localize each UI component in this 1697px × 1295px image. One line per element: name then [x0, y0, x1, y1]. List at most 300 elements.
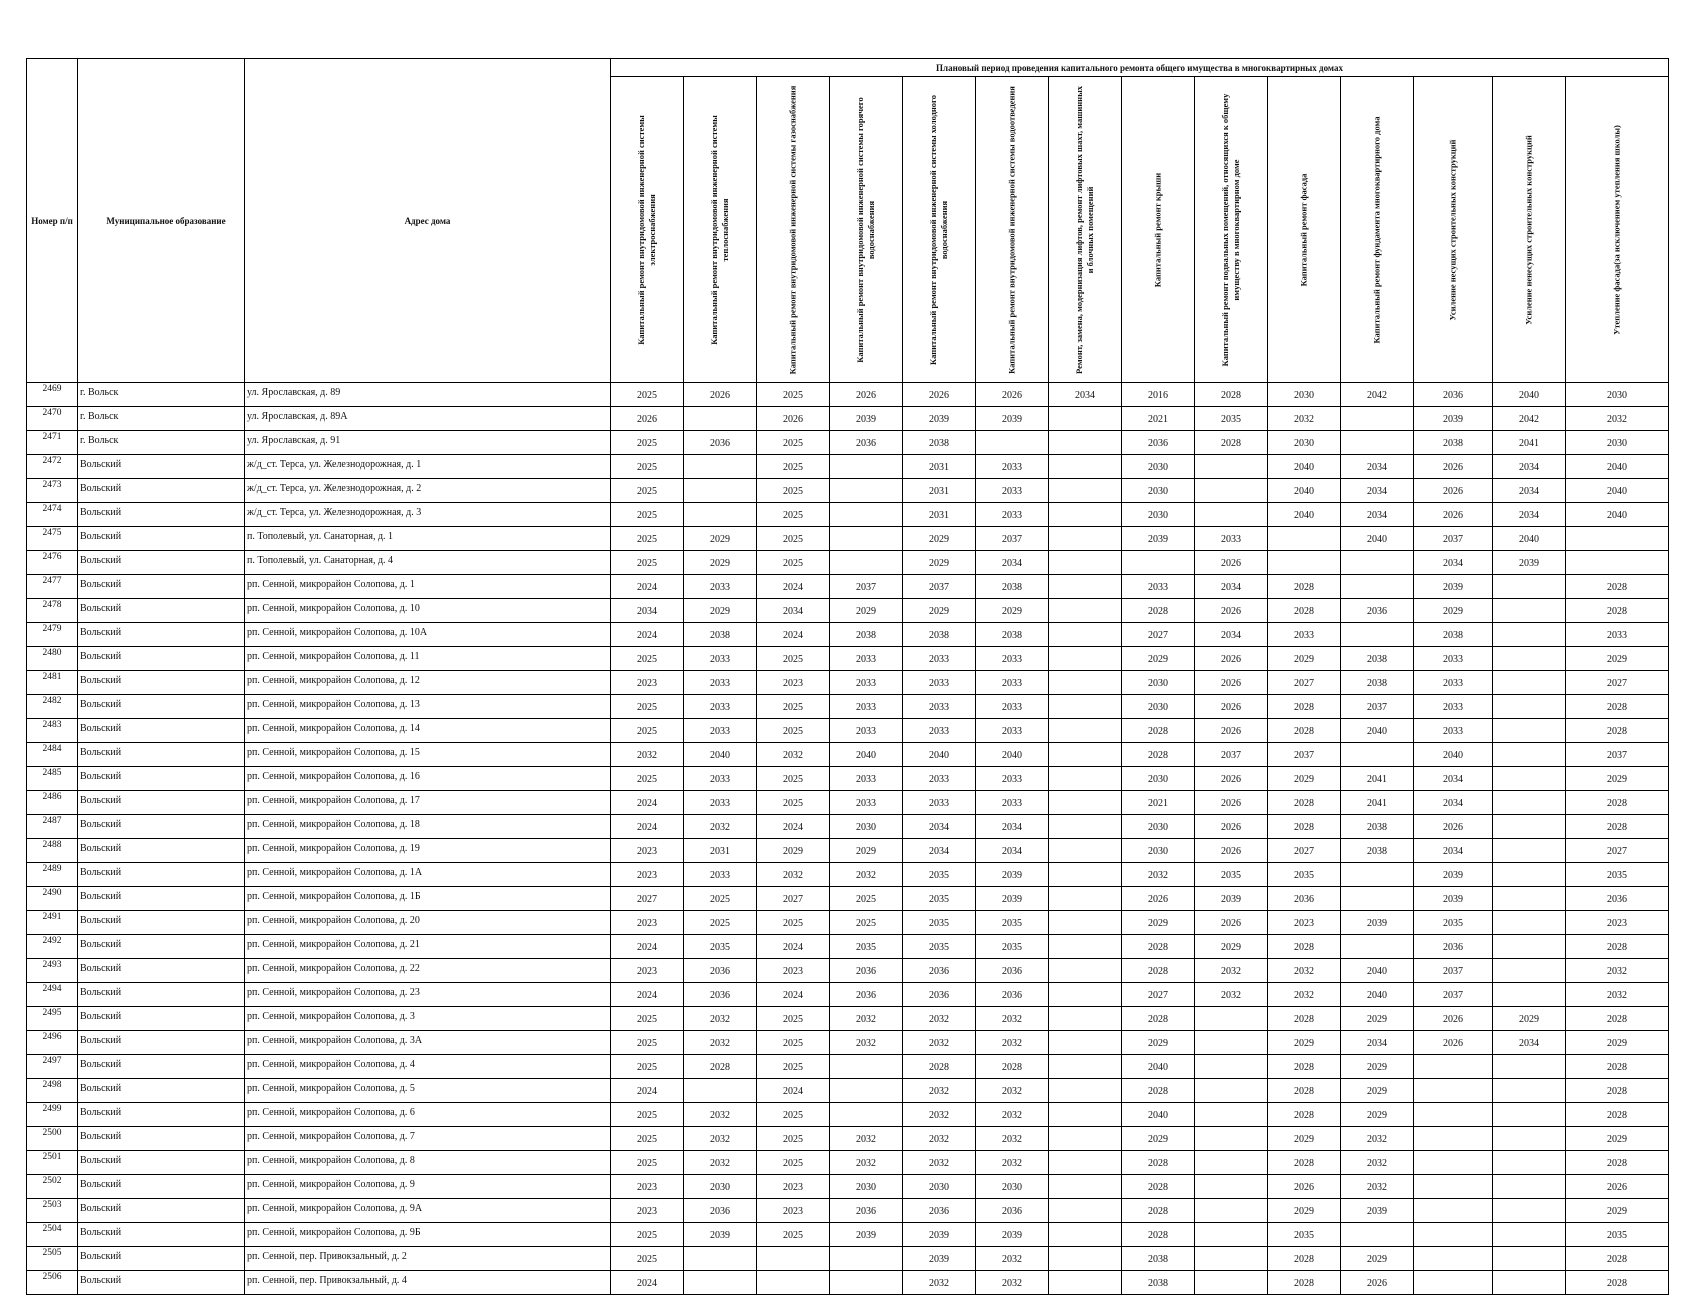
address-cell: п. Тополевый, ул. Санаторная, д. 4	[245, 551, 611, 575]
municipality-cell: Вольский	[78, 1175, 245, 1199]
year-cell: 2023	[611, 1175, 684, 1199]
municipality-cell: Вольский	[78, 743, 245, 767]
year-cell: 2037	[1268, 743, 1341, 767]
year-cell: 2039	[1414, 407, 1493, 431]
work-type-label: Усиление несущих строительных конструкций	[1447, 139, 1458, 320]
year-cell: 2038	[903, 431, 976, 455]
year-cell: 2029	[1268, 1199, 1341, 1223]
year-cell: 2031	[903, 479, 976, 503]
year-cell: 2036	[684, 983, 757, 1007]
table-row	[27, 1271, 1669, 1295]
municipality-cell: г. Вольск	[78, 407, 245, 431]
year-cell	[1341, 935, 1414, 959]
year-cell: 2028	[1268, 1007, 1341, 1031]
year-cell: 2030	[1122, 503, 1195, 527]
year-cell: 2038	[903, 623, 976, 647]
year-cell: 2034	[976, 815, 1049, 839]
year-cell	[830, 1079, 903, 1103]
municipality-cell: Вольский	[78, 863, 245, 887]
year-cell: 2026	[1414, 1007, 1493, 1031]
year-cell: 2033	[684, 647, 757, 671]
year-cell: 2033	[976, 455, 1049, 479]
year-cell	[1493, 1271, 1566, 1295]
year-cell: 2029	[1341, 1247, 1414, 1271]
year-cell	[1195, 1247, 1268, 1271]
year-cell: 2038	[976, 575, 1049, 599]
row-number: 2484	[27, 743, 78, 767]
municipality-cell: Вольский	[78, 455, 245, 479]
year-cell: 2034	[903, 815, 976, 839]
year-cell: 2028	[1566, 1079, 1669, 1103]
row-number: 2480	[27, 647, 78, 671]
year-cell: 2025	[757, 479, 830, 503]
year-cell: 2034	[611, 599, 684, 623]
year-cell: 2025	[757, 551, 830, 575]
year-cell: 2029	[1566, 647, 1669, 671]
table-row	[27, 1199, 1669, 1223]
year-cell: 2032	[976, 1007, 1049, 1031]
year-cell: 2033	[830, 719, 903, 743]
row-number: 2474	[27, 503, 78, 527]
municipality-cell: Вольский	[78, 575, 245, 599]
year-cell: 2029	[684, 527, 757, 551]
year-cell: 2037	[1341, 695, 1414, 719]
year-cell: 2027	[1122, 623, 1195, 647]
year-cell	[1341, 623, 1414, 647]
year-cell	[1493, 623, 1566, 647]
municipality-cell: Вольский	[78, 623, 245, 647]
year-cell	[1414, 1247, 1493, 1271]
year-cell	[1414, 1175, 1493, 1199]
year-cell: 2024	[611, 1271, 684, 1295]
work-type-label: Капитальный ремонт подвальных помещений, относящихся к общему имуществу в многоквартирном доме	[1220, 93, 1241, 366]
table-row	[27, 791, 1669, 815]
year-cell: 2024	[757, 1079, 830, 1103]
municipality-cell: Вольский	[78, 1271, 245, 1295]
year-cell	[1341, 863, 1414, 887]
year-cell: 2038	[1414, 623, 1493, 647]
year-cell	[1195, 1271, 1268, 1295]
year-cell: 2040	[1341, 959, 1414, 983]
year-cell: 2040	[1341, 983, 1414, 1007]
year-cell: 2029	[903, 599, 976, 623]
year-cell: 2032	[830, 863, 903, 887]
table-row	[27, 647, 1669, 671]
work-type-label: Капитальный ремонт внутридомовой инженерной системы холодного водоснабжения	[928, 94, 949, 365]
address-cell: рп. Сенной, микрорайон Солопова, д. 12	[245, 671, 611, 695]
year-cell: 2032	[976, 1127, 1049, 1151]
year-cell: 2028	[1122, 719, 1195, 743]
year-cell	[1493, 1103, 1566, 1127]
year-cell: 2025	[757, 527, 830, 551]
year-cell: 2030	[1122, 767, 1195, 791]
year-cell: 2028	[1268, 695, 1341, 719]
year-cell	[1493, 647, 1566, 671]
year-cell: 2033	[903, 647, 976, 671]
year-cell	[1049, 935, 1122, 959]
year-cell: 2032	[1566, 983, 1669, 1007]
year-cell: 2036	[830, 959, 903, 983]
year-cell	[684, 1247, 757, 1271]
year-cell	[830, 1271, 903, 1295]
year-cell: 2024	[611, 815, 684, 839]
year-cell: 2025	[757, 1031, 830, 1055]
column-header-work-type	[684, 77, 757, 383]
year-cell: 2023	[611, 863, 684, 887]
year-cell	[1195, 1055, 1268, 1079]
year-cell: 2040	[1566, 455, 1669, 479]
year-cell: 2030	[1122, 815, 1195, 839]
year-cell	[1493, 935, 1566, 959]
year-cell: 2027	[1566, 839, 1669, 863]
year-cell: 2024	[611, 935, 684, 959]
row-number: 2482	[27, 695, 78, 719]
year-cell: 2039	[903, 1247, 976, 1271]
year-cell: 2029	[1268, 1031, 1341, 1055]
year-cell: 2028	[1268, 1151, 1341, 1175]
year-cell: 2033	[1414, 719, 1493, 743]
year-cell: 2040	[976, 743, 1049, 767]
year-cell	[1493, 719, 1566, 743]
year-cell: 2033	[830, 767, 903, 791]
year-cell: 2033	[976, 767, 1049, 791]
year-cell: 2040	[1566, 503, 1669, 527]
year-cell	[1414, 1271, 1493, 1295]
row-number: 2483	[27, 719, 78, 743]
year-cell	[1341, 551, 1414, 575]
year-cell	[1049, 551, 1122, 575]
year-cell: 2033	[1195, 527, 1268, 551]
year-cell: 2025	[611, 527, 684, 551]
year-cell	[757, 1247, 830, 1271]
year-cell	[1049, 815, 1122, 839]
row-number: 2479	[27, 623, 78, 647]
year-cell: 2029	[1566, 1199, 1669, 1223]
year-cell	[1049, 911, 1122, 935]
year-cell	[1195, 455, 1268, 479]
year-cell: 2026	[976, 383, 1049, 407]
year-cell	[830, 1247, 903, 1271]
year-cell	[1122, 551, 1195, 575]
year-cell: 2040	[1341, 527, 1414, 551]
year-cell: 2027	[1268, 839, 1341, 863]
year-cell: 2039	[1493, 551, 1566, 575]
row-number: 2504	[27, 1223, 78, 1247]
table-row	[27, 1223, 1669, 1247]
year-cell: 2032	[1268, 959, 1341, 983]
year-cell: 2029	[1414, 599, 1493, 623]
year-cell: 2034	[1341, 479, 1414, 503]
year-cell: 2028	[1268, 1247, 1341, 1271]
address-cell: рп. Сенной, микрорайон Солопова, д. 14	[245, 719, 611, 743]
year-cell: 2026	[1195, 551, 1268, 575]
year-cell: 2026	[1414, 479, 1493, 503]
year-cell	[1195, 1103, 1268, 1127]
year-cell: 2029	[1341, 1055, 1414, 1079]
column-header-work-type	[1122, 77, 1195, 383]
year-cell	[684, 479, 757, 503]
year-cell: 2028	[1122, 1223, 1195, 1247]
municipality-cell: Вольский	[78, 1079, 245, 1103]
year-cell: 2029	[757, 839, 830, 863]
year-cell	[1049, 1223, 1122, 1247]
work-type-label: Капитальный ремонт внутридомовой инженерной системы водоотведения	[1006, 85, 1017, 374]
year-cell	[1049, 983, 1122, 1007]
municipality-cell: Вольский	[78, 1199, 245, 1223]
year-cell: 2028	[1195, 383, 1268, 407]
year-cell	[1493, 767, 1566, 791]
year-cell: 2028	[1566, 1151, 1669, 1175]
year-cell	[1049, 695, 1122, 719]
year-cell: 2025	[757, 503, 830, 527]
year-cell	[1049, 767, 1122, 791]
address-cell: рп. Сенной, микрорайон Солопова, д. 7	[245, 1127, 611, 1151]
column-header-address: Адрес дома	[245, 59, 611, 383]
municipality-cell: Вольский	[78, 719, 245, 743]
year-cell: 2037	[1414, 959, 1493, 983]
year-cell	[1049, 407, 1122, 431]
row-number: 2492	[27, 935, 78, 959]
column-header-work-type	[611, 77, 684, 383]
year-cell: 2028	[976, 1055, 1049, 1079]
year-cell: 2029	[903, 527, 976, 551]
year-cell: 2025	[611, 1127, 684, 1151]
year-cell: 2025	[611, 1007, 684, 1031]
year-cell: 2039	[830, 1223, 903, 1247]
year-cell	[1341, 743, 1414, 767]
year-cell	[1049, 1055, 1122, 1079]
year-cell: 2040	[1268, 479, 1341, 503]
year-cell: 2035	[830, 935, 903, 959]
address-cell: рп. Сенной, микрорайон Солопова, д. 5	[245, 1079, 611, 1103]
year-cell: 2032	[830, 1127, 903, 1151]
year-cell: 2035	[903, 887, 976, 911]
year-cell: 2026	[757, 407, 830, 431]
year-cell: 2034	[757, 599, 830, 623]
year-cell	[1493, 1127, 1566, 1151]
year-cell: 2028	[1268, 935, 1341, 959]
year-cell: 2026	[1341, 1271, 1414, 1295]
year-cell: 2026	[1122, 887, 1195, 911]
year-cell: 2028	[1268, 791, 1341, 815]
year-cell: 2027	[611, 887, 684, 911]
year-cell: 2036	[684, 1199, 757, 1223]
year-cell	[1049, 1175, 1122, 1199]
address-cell: рп. Сенной, микрорайон Солопова, д. 16	[245, 767, 611, 791]
year-cell: 2035	[1268, 863, 1341, 887]
year-cell: 2025	[611, 1103, 684, 1127]
year-cell: 2028	[1122, 959, 1195, 983]
year-cell: 2029	[684, 551, 757, 575]
table-row	[27, 911, 1669, 935]
year-cell: 2035	[1195, 863, 1268, 887]
year-cell: 2035	[903, 935, 976, 959]
row-number: 2503	[27, 1199, 78, 1223]
table-row	[27, 1151, 1669, 1175]
work-type-label: Капитальный ремонт фасада	[1298, 173, 1309, 286]
year-cell: 2028	[903, 1055, 976, 1079]
year-cell: 2033	[976, 671, 1049, 695]
year-cell: 2027	[757, 887, 830, 911]
address-cell: рп. Сенной, микрорайон Солопова, д. 9Б	[245, 1223, 611, 1247]
address-cell: рп. Сенной, микрорайон Солопова, д. 13	[245, 695, 611, 719]
table-row	[27, 503, 1669, 527]
year-cell: 2039	[976, 887, 1049, 911]
year-cell: 2034	[1414, 767, 1493, 791]
year-cell: 2025	[611, 503, 684, 527]
year-cell	[830, 479, 903, 503]
year-cell: 2026	[1195, 671, 1268, 695]
year-cell: 2038	[1122, 1271, 1195, 1295]
column-header-work-type	[1195, 77, 1268, 383]
year-cell: 2033	[976, 503, 1049, 527]
row-number: 2486	[27, 791, 78, 815]
row-number: 2493	[27, 959, 78, 983]
column-header-work-type	[976, 77, 1049, 383]
year-cell: 2028	[1566, 1247, 1669, 1271]
municipality-cell: Вольский	[78, 1247, 245, 1271]
year-cell	[1414, 1127, 1493, 1151]
year-cell: 2033	[684, 575, 757, 599]
year-cell: 2034	[1493, 1031, 1566, 1055]
year-cell: 2026	[611, 407, 684, 431]
address-cell: рп. Сенной, микрорайон Солопова, д. 4	[245, 1055, 611, 1079]
year-cell: 2034	[1341, 455, 1414, 479]
year-cell: 2038	[1341, 839, 1414, 863]
table-row	[27, 383, 1669, 407]
year-cell	[1566, 527, 1669, 551]
year-cell: 2032	[976, 1103, 1049, 1127]
year-cell	[1049, 1007, 1122, 1031]
year-cell: 2040	[1493, 383, 1566, 407]
year-cell: 2028	[1122, 935, 1195, 959]
year-cell: 2023	[1268, 911, 1341, 935]
year-cell: 2029	[1122, 911, 1195, 935]
table-row	[27, 1127, 1669, 1151]
municipality-cell: Вольский	[78, 599, 245, 623]
year-cell: 2025	[830, 911, 903, 935]
row-number: 2491	[27, 911, 78, 935]
year-cell	[1049, 1151, 1122, 1175]
table-row	[27, 623, 1669, 647]
municipality-cell: Вольский	[78, 983, 245, 1007]
year-cell: 2028	[1268, 1055, 1341, 1079]
table-row	[27, 455, 1669, 479]
work-type-label: Усиление ненесущих строительных конструкций	[1523, 134, 1534, 325]
address-cell: рп. Сенной, микрорайон Солопова, д. 10	[245, 599, 611, 623]
year-cell: 2032	[1268, 983, 1341, 1007]
table-row	[27, 407, 1669, 431]
year-cell	[1049, 1247, 1122, 1271]
year-cell: 2032	[684, 1007, 757, 1031]
year-cell: 2031	[903, 455, 976, 479]
year-cell: 2032	[903, 1079, 976, 1103]
year-cell: 2032	[976, 1271, 1049, 1295]
year-cell: 2033	[684, 671, 757, 695]
row-number: 2499	[27, 1103, 78, 1127]
address-cell: ж/д_ст. Терса, ул. Железнодорожная, д. 1	[245, 455, 611, 479]
year-cell: 2028	[1122, 1007, 1195, 1031]
year-cell	[1049, 431, 1122, 455]
row-number: 2494	[27, 983, 78, 1007]
year-cell	[830, 551, 903, 575]
year-cell: 2028	[1566, 1055, 1669, 1079]
address-cell: рп. Сенной, микрорайон Солопова, д. 9	[245, 1175, 611, 1199]
year-cell	[1195, 1175, 1268, 1199]
table-row	[27, 551, 1669, 575]
year-cell	[684, 455, 757, 479]
year-cell: 2040	[1341, 719, 1414, 743]
table-row	[27, 1007, 1669, 1031]
year-cell	[1195, 1031, 1268, 1055]
year-cell	[1493, 743, 1566, 767]
year-cell: 2036	[1268, 887, 1341, 911]
year-cell: 2037	[830, 575, 903, 599]
work-type-label: Капитальный ремонт крыши	[1152, 172, 1163, 287]
year-cell: 2030	[830, 815, 903, 839]
year-cell: 2038	[1341, 815, 1414, 839]
year-cell	[1414, 1151, 1493, 1175]
year-cell: 2023	[611, 671, 684, 695]
year-cell: 2037	[976, 527, 1049, 551]
municipality-cell: Вольский	[78, 767, 245, 791]
year-cell: 2039	[976, 1223, 1049, 1247]
year-cell: 2040	[830, 743, 903, 767]
year-cell: 2024	[611, 575, 684, 599]
year-cell	[1049, 1103, 1122, 1127]
year-cell	[1049, 887, 1122, 911]
year-cell: 2036	[903, 1199, 976, 1223]
year-cell: 2028	[1122, 599, 1195, 623]
year-cell: 2028	[684, 1055, 757, 1079]
year-cell: 2027	[1566, 671, 1669, 695]
address-cell: ж/д_ст. Терса, ул. Железнодорожная, д. 3	[245, 503, 611, 527]
year-cell: 2028	[1122, 1079, 1195, 1103]
year-cell: 2036	[1414, 935, 1493, 959]
year-cell: 2025	[611, 1031, 684, 1055]
address-cell: рп. Сенной, микрорайон Солопова, д. 21	[245, 935, 611, 959]
year-cell: 2029	[1341, 1007, 1414, 1031]
year-cell: 2025	[757, 719, 830, 743]
year-cell: 2025	[757, 1223, 830, 1247]
year-cell: 2032	[684, 1151, 757, 1175]
column-header-number: Номер п/п	[27, 59, 78, 383]
year-cell: 2025	[611, 695, 684, 719]
year-cell: 2030	[1566, 431, 1669, 455]
year-cell: 2034	[1341, 1031, 1414, 1055]
year-cell: 2032	[976, 1079, 1049, 1103]
year-cell	[1493, 839, 1566, 863]
year-cell: 2025	[757, 791, 830, 815]
year-cell: 2033	[830, 647, 903, 671]
year-cell: 2029	[903, 551, 976, 575]
year-cell	[830, 503, 903, 527]
year-cell: 2027	[1122, 983, 1195, 1007]
year-cell	[1341, 887, 1414, 911]
year-cell	[1049, 1031, 1122, 1055]
year-cell: 2034	[1414, 839, 1493, 863]
year-cell: 2031	[903, 503, 976, 527]
year-cell: 2038	[1341, 647, 1414, 671]
year-cell: 2023	[757, 1175, 830, 1199]
year-cell: 2028	[1122, 1175, 1195, 1199]
work-type-label: Капитальный ремонт внутридомовой инженерной системы газоснабжения	[787, 85, 798, 374]
municipality-cell: Вольский	[78, 1127, 245, 1151]
year-cell: 2035	[903, 911, 976, 935]
year-cell: 2032	[903, 1007, 976, 1031]
year-cell: 2034	[976, 839, 1049, 863]
address-cell: рп. Сенной, пер. Привокзальный, д. 2	[245, 1247, 611, 1271]
